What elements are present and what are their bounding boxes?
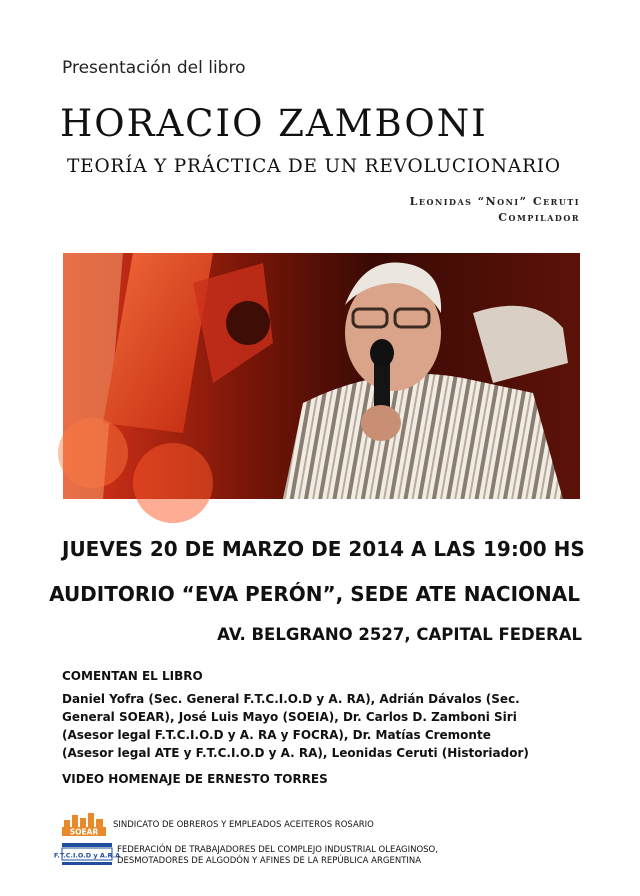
author-name: Leonidas “Noni” Ceruti — [409, 195, 580, 208]
author-role: Compilador — [498, 211, 580, 224]
event-date: JUEVES 20 DE MARZO DE 2014 A LAS 19:00 HS — [62, 537, 585, 561]
event-venue: AUDITORIO “EVA PERÓN”, SEDE ATE NACIONAL — [49, 582, 580, 606]
ftciod-logo-text: F.T.C.I.O.D y A.R.A — [53, 851, 121, 860]
event-address: AV. BELGRANO 2527, CAPITAL FEDERAL — [217, 625, 582, 644]
book-subtitle: TEORÍA Y PRÁCTICA DE UN REVOLUCIONARIO — [67, 156, 561, 177]
org-ftciod-name: FEDERACIÓN DE TRABAJADORES DEL COMPLEJO INDUSTRIAL OLEAGINOSO, DESMOTADORES DE ALGODÓN Y AFINES DE LA REPÚBLICA ARGENTINA — [117, 845, 438, 866]
soear-logo — [62, 812, 106, 836]
book-title: HORACIO ZAMBONI — [60, 102, 488, 145]
soear-logo-text: SOEAR — [69, 827, 99, 837]
intro-text: Presentación del libro — [62, 58, 246, 78]
org-soear-name: SINDICATO DE OBREROS Y EMPLEADOS ACEITEROS ROSARIO — [113, 820, 374, 830]
speaker-photo — [63, 253, 580, 499]
video-tribute: VIDEO HOMENAJE DE ERNESTO TORRES — [62, 772, 328, 786]
ftciod-logo — [53, 843, 121, 867]
commentators-heading: COMENTAN EL LIBRO — [62, 669, 203, 683]
commentators-list: Daniel Yofra (Sec. General F.T.C.I.O.D y A. RA), Adrián Dávalos (Sec. General SOEAR), José Luis Mayo (SOEIA), Dr. Carlos D. Zamboni Siri (Asesor legal F.T.C.I.O.D y A. RA y FOCRA), Dr. Matías Cremonte (Asesor legal ATE y F.T.C.I.O.D y A. RA), Leonidas Ceruti (Historiador) — [62, 692, 529, 760]
